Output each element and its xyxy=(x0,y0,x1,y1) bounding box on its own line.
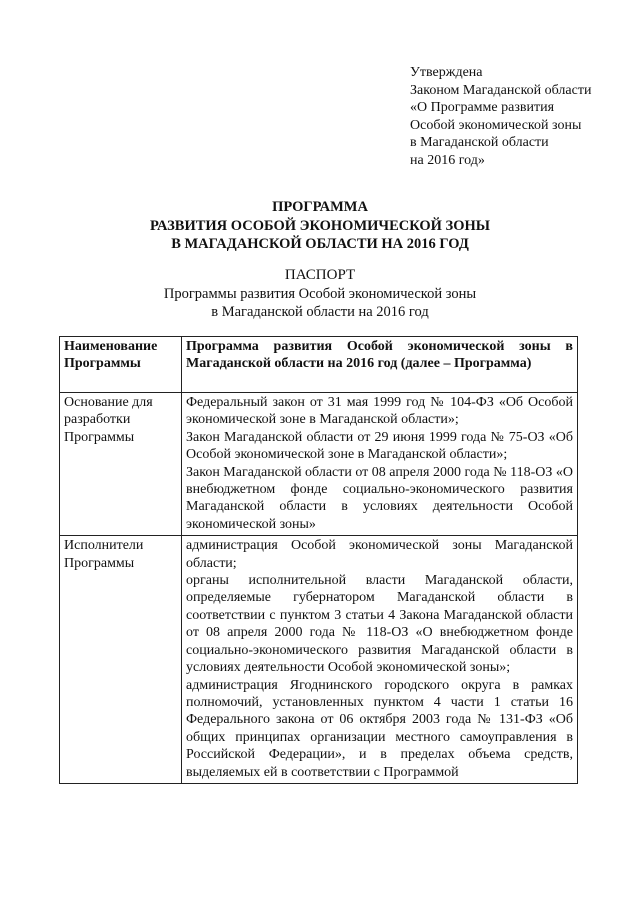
row-paragraph: Закон Магаданской области от 29 июня 1999 года № 75-ОЗ «Об Особой экономической зоне в Магаданской области»; xyxy=(186,429,573,463)
row-label: Основание для разработки Программы xyxy=(60,393,182,536)
row-value xyxy=(182,337,578,393)
title-line: ПРОГРАММА xyxy=(272,199,368,215)
approval-block xyxy=(410,64,632,169)
row-paragraph: Закон Магаданской области от 08 апреля 2000 года № 118-ОЗ «О внебюджетном фонде социально-экономического развития Магаданской области в условиях деятельности Особой экономической зоны» xyxy=(186,464,574,532)
table-row-executors xyxy=(60,536,578,784)
passport-heading: ПАСПОРТ xyxy=(284,267,356,283)
passport-subtitle-line: в Магаданской области на 2016 год xyxy=(211,304,429,320)
row-paragraph: Федеральный закон от 31 мая 1999 год № 104-ФЗ «Об Особой экономической зоне в Магаданской области»; xyxy=(186,395,573,428)
approval-line: в Магаданской области xyxy=(410,135,549,150)
title-line: В МАГАДАНСКОЙ ОБЛАСТИ НА 2016 ГОД xyxy=(171,236,469,252)
passport-table xyxy=(59,336,578,784)
row-paragraph: администрация Ягоднинского городского округа в рамках полномочий, установленных пунктом 4 части 1 статьи 16 Федерального закона от 06 октября 2003 года № 131-ФЗ «Об общих принципах организации местного самоуправления в Российской Федерации», и в пределах объема средств, выделяемых ей в соответствии с Программой xyxy=(186,677,573,780)
passport-heading-block xyxy=(0,266,640,322)
approval-line: на 2016 год» xyxy=(410,152,485,168)
row-paragraph: администрация Особой экономической зоны Магаданской области; xyxy=(186,538,573,571)
row-label: Исполнители Программы xyxy=(60,536,182,784)
approval-line: Особой экономической зоны xyxy=(410,117,582,133)
table-row-basis xyxy=(60,393,578,536)
approval-line: «О Программе развития xyxy=(410,100,555,115)
approval-line: Законом Магаданской области xyxy=(410,82,592,98)
table-row-program-name xyxy=(60,337,578,393)
document-title xyxy=(0,198,640,254)
title-line: РАЗВИТИЯ ОСОБОЙ ЭКОНОМИЧЕСКОЙ ЗОНЫ xyxy=(150,217,490,234)
row-paragraph: Программа развития Особой экономической зоны в Магаданской области на 2016 год (далее – Программа) xyxy=(186,339,573,372)
row-value xyxy=(182,536,578,784)
row-label: Наименование Программы xyxy=(60,337,182,393)
row-value xyxy=(182,393,578,536)
passport-subtitle-line: Программы развития Особой экономической зоны xyxy=(163,285,477,302)
row-paragraph: органы исполнительной власти Магаданской области, определяемые губернатором Магаданской области в соответствии с пунктом 3 статьи 4 Закона Магаданской области от 08 апреля 2000 года № 118-ОЗ «О внебюджетном фонде социально-экономического развития Магаданской области в условиях деятельности Особой экономической зоны»; xyxy=(186,573,573,676)
approval-line: Утверждена xyxy=(410,65,483,80)
